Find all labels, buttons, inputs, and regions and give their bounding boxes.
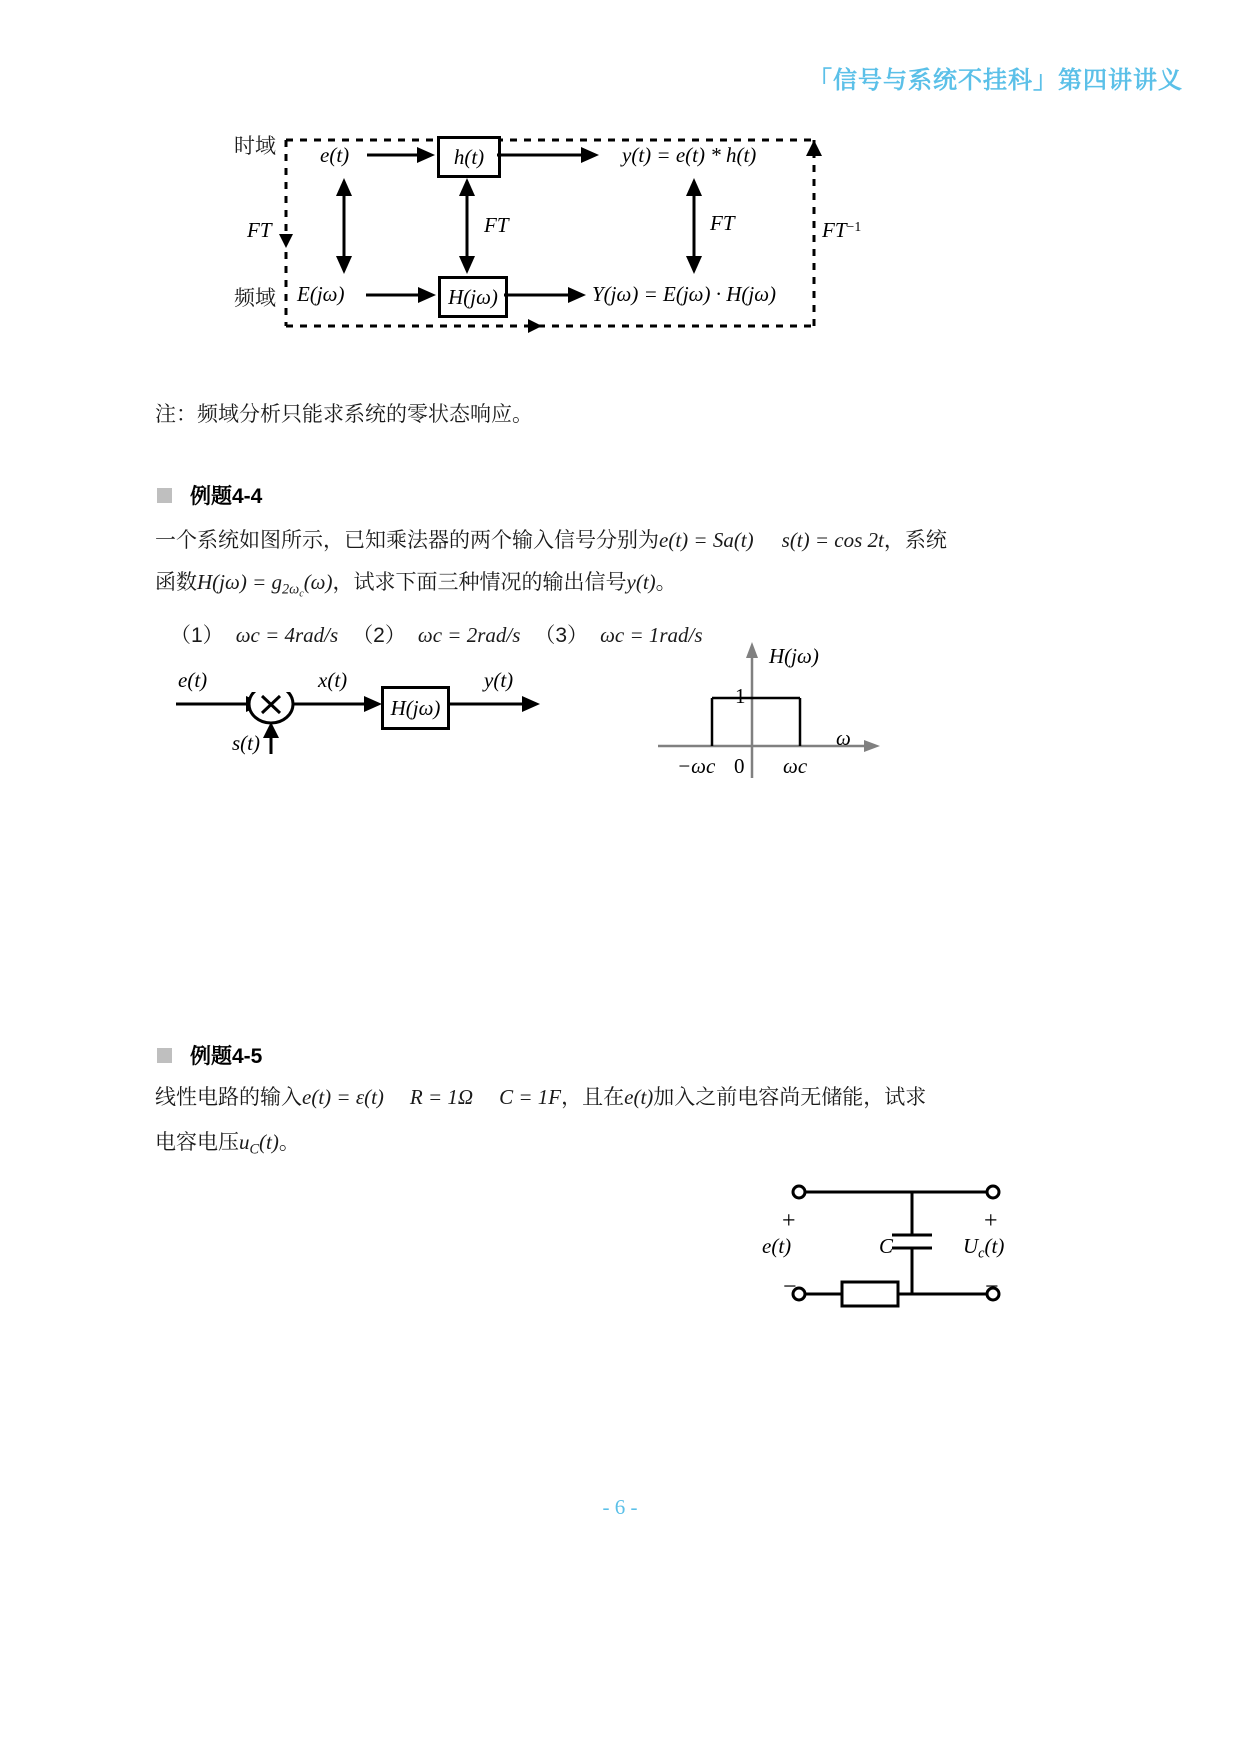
e44-l1-eq1: e(t) = Sa(t) bbox=[659, 528, 754, 552]
output-minus-sign: − bbox=[985, 1274, 999, 1300]
example-45-heading bbox=[157, 1040, 262, 1070]
condition-3-value: ωc = 1rad/s bbox=[600, 623, 703, 647]
example-45-line-2 bbox=[155, 1132, 300, 1157]
page-number: - 6 - bbox=[602, 1495, 638, 1519]
condition-2-index: （2） bbox=[352, 624, 406, 647]
e44-l2-eq-main: H(jω) = g bbox=[197, 570, 282, 594]
e44-l2-eq-sub: 2ω bbox=[281, 581, 300, 598]
e45-l2-post: 。 bbox=[278, 1131, 300, 1154]
ft-left-label: FT bbox=[247, 218, 272, 242]
ft-output-label: FT bbox=[710, 211, 735, 235]
time-input-signal-label: e(t) bbox=[320, 143, 350, 167]
e44-l2-pre: 函数 bbox=[155, 571, 197, 594]
source-plus-sign: + bbox=[782, 1208, 796, 1234]
freq-output-equation: Y(jω) = E(jω) · H(jω) bbox=[592, 282, 777, 306]
e45-l1-eq3: C = 1F bbox=[499, 1085, 562, 1109]
e44-l1-post: ，系统 bbox=[883, 529, 947, 552]
plot-right-cutoff-label: ωc bbox=[783, 754, 808, 778]
plot-left-cutoff-label: −ωc bbox=[677, 754, 716, 778]
arrow-e-to-h bbox=[367, 145, 437, 165]
condition-3-index: （3） bbox=[534, 624, 589, 647]
example-44-conditions bbox=[170, 625, 703, 646]
e45-l1-eq1: e(t) = ε(t) bbox=[302, 1085, 384, 1109]
freq-domain-label: 频域 bbox=[234, 287, 276, 310]
e44-input-label: e(t) bbox=[178, 668, 208, 692]
e45-l2-pre: 电容电压 bbox=[155, 1131, 239, 1154]
transfer-function-block bbox=[438, 276, 508, 318]
example-45-line-1 bbox=[155, 1087, 926, 1108]
bullet-square-icon-2 bbox=[157, 1048, 172, 1063]
time-domain-label: 时域 bbox=[234, 135, 276, 158]
ft-inverse-exponent: −1 bbox=[846, 218, 862, 234]
page-header-title: 「信号与系统不挂科」第四讲讲义 bbox=[808, 68, 1183, 94]
freq-input-signal-label: E(jω) bbox=[297, 282, 345, 306]
e44-l2-eq-sub2: c bbox=[299, 588, 304, 600]
e44-filter-label: H(jω) bbox=[390, 695, 441, 720]
e45-l1-mid: ，且在 bbox=[561, 1086, 625, 1109]
e45-l1-eq4: e(t) bbox=[624, 1085, 654, 1109]
plot-x-axis-label: ω bbox=[836, 726, 851, 750]
impulse-response-label: h(t) bbox=[453, 144, 485, 169]
example-45-title: 例题4-5 bbox=[190, 1045, 263, 1068]
double-arrow-output-ft bbox=[682, 178, 706, 274]
output-voltage-label: $U_c(t)$ bbox=[963, 1234, 1005, 1262]
e44-l1-pre: 一个系统如图所示，已知乘法器的两个输入信号分别为 bbox=[155, 529, 659, 552]
condition-2-value: ωc = 2rad/s bbox=[417, 623, 521, 647]
transfer-function-label: H(jω) bbox=[448, 284, 498, 309]
plot-amplitude-label: 1 bbox=[735, 684, 746, 708]
note-text: 注：频域分析只能求系统的零状态响应。 bbox=[155, 403, 533, 426]
example-44-line-2 bbox=[155, 572, 677, 600]
e45-l1-eq2: R = 1Ω bbox=[409, 1085, 474, 1109]
plot-y-axis-label: H(jω) bbox=[769, 644, 819, 668]
condition-1-index: （1） bbox=[170, 624, 224, 647]
example-44-line-1 bbox=[155, 530, 947, 551]
time-output-equation: y(t) = e(t) * h(t) bbox=[622, 143, 757, 167]
e44-l2-end: 。 bbox=[655, 571, 677, 594]
double-arrow-signal-ft bbox=[332, 178, 356, 274]
e44-l2-eq-tail: (ω) bbox=[303, 570, 333, 594]
arrow-E-to-H bbox=[366, 285, 438, 305]
ft-system-label: FT bbox=[484, 213, 509, 237]
example-44-title: 例题4-4 bbox=[190, 485, 263, 508]
e44-l2-eq-y: y(t) bbox=[626, 570, 656, 594]
example-44-heading bbox=[157, 480, 262, 510]
e45-l1-post: 加入之前电容尚无储能，试求 bbox=[653, 1086, 927, 1109]
ft-inverse-label bbox=[822, 218, 861, 243]
e45-l1-pre: 线性电路的输入 bbox=[155, 1086, 302, 1109]
e44-mid-label: x(t) bbox=[318, 668, 348, 692]
source-minus-sign: − bbox=[783, 1274, 797, 1300]
source-voltage-label: e(t) bbox=[762, 1234, 792, 1258]
e45-l2-eq: $u_C(t)$ bbox=[239, 1130, 279, 1158]
arrow-h-to-y bbox=[497, 145, 602, 165]
e44-l2-post: ，试求下面三种情况的输出信号 bbox=[332, 571, 627, 594]
e44-l1-eq2: s(t) = cos 2t bbox=[781, 528, 884, 552]
arrow-H-to-Y bbox=[504, 285, 588, 305]
output-plus-sign: + bbox=[984, 1208, 998, 1234]
e44-filter-block bbox=[381, 686, 450, 730]
e44-output-label: y(t) bbox=[484, 668, 514, 692]
condition-1-value: ωc = 4rad/s bbox=[235, 623, 339, 647]
e44-carrier-label: s(t) bbox=[232, 731, 260, 755]
plot-origin-label: 0 bbox=[734, 754, 745, 778]
capacitor-label: C bbox=[879, 1234, 894, 1258]
double-arrow-system-ft bbox=[455, 178, 479, 274]
ft-inverse-base: FT bbox=[822, 218, 847, 242]
impulse-response-block bbox=[437, 136, 501, 178]
bullet-square-icon bbox=[157, 488, 172, 503]
